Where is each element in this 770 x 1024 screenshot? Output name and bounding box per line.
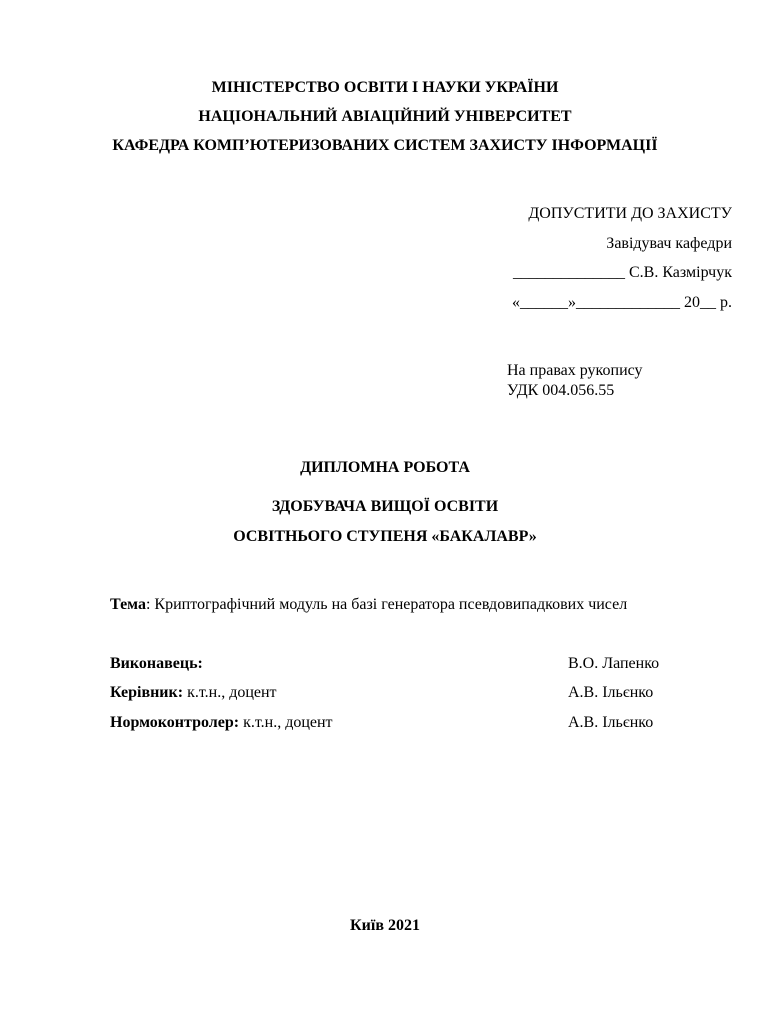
head-of-department-title: Завідувач кафедри — [606, 235, 732, 252]
norm-controller-role — [110, 715, 333, 731]
topic-text: : Криптографічний модуль на базі генератора псевдовипадкових чисел — [145, 596, 628, 613]
topic-label: Тема — [110, 596, 146, 613]
norm-controller-role-detail: к.т.н., доцент — [239, 714, 333, 731]
executor-role — [110, 656, 203, 672]
supervisor-name: А.В. Ільєнко — [568, 684, 654, 701]
executor-role-label: Виконавець: — [110, 655, 203, 672]
city-year: Київ 2021 — [350, 917, 420, 934]
ministry-heading: МІНІСТЕРСТВО ОСВІТИ І НАУКИ УКРАЇНИ — [211, 79, 559, 96]
work-type-title: ДИПЛОМНА РОБОТА — [300, 459, 470, 476]
norm-controller-name: А.В. Ільєнко — [568, 714, 654, 731]
udc-code: УДК 004.056.55 — [507, 382, 615, 399]
university-heading: НАЦІОНАЛЬНИЙ АВІАЦІЙНИЙ УНІВЕРСИТЕТ — [198, 108, 572, 125]
degree-title: ОСВІТНЬОГО СТУПЕНЯ «БАКАЛАВР» — [233, 528, 537, 545]
head-signature-line: ______________ С.В. Казмірчук — [513, 264, 732, 281]
manuscript-rights: На правах рукопису — [507, 362, 643, 379]
approval-date-line: «______»_____________ 20__ р. — [512, 294, 732, 311]
department-heading: КАФЕДРА КОМП’ЮТЕРИЗОВАНИХ СИСТЕМ ЗАХИСТУ ІНФОРМАЦІЇ — [112, 137, 658, 154]
supervisor-role — [110, 685, 277, 701]
topic-line — [110, 597, 627, 613]
supervisor-role-label: Керівник: — [110, 684, 184, 701]
norm-controller-role-label: Нормоконтролер: — [110, 714, 240, 731]
admit-to-defense: ДОПУСТИТИ ДО ЗАХИСТУ — [528, 205, 732, 222]
applicant-title: ЗДОБУВАЧА ВИЩОЇ ОСВІТИ — [271, 498, 499, 515]
supervisor-role-detail: к.т.н., доцент — [183, 684, 277, 701]
executor-name: В.О. Лапенко — [568, 655, 660, 672]
